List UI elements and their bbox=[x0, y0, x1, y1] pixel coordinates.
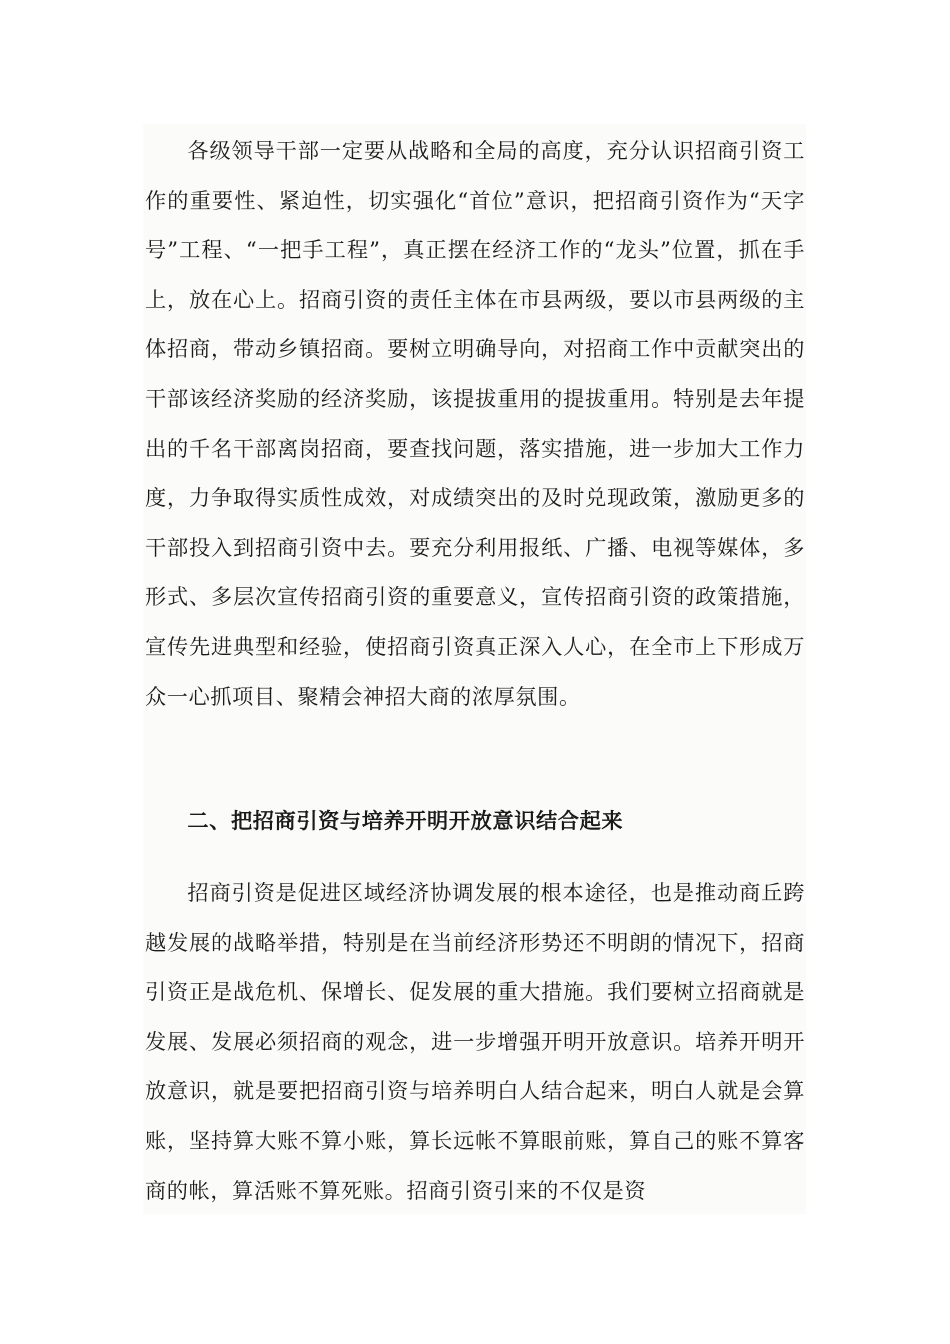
body-paragraph-2: 招商引资是促进区域经济协调发展的根本途径，也是推动商丘跨越发展的战略举措，特别是在当前经济形势还不明朗的情况下，招商引资正是战危机、保增长、促发展的重大措施。我们要树立招商就是发展、发展必须招商的观念，进一步增强开明开放意识。培养开明开放意识，就是要把招商引资与培养明白人结合起来，明白人就是会算账，坚持算大账不算小账，算长远帐不算眼前账，算自己的账不算客商的帐，算活账不算死账。招商引资引来的不仅是资 bbox=[145, 880, 805, 1203]
body-paragraph-1: 各级领导干部一定要从战略和全局的高度，充分认识招商引资工作的重要性、紧迫性，切实强化“首位”意识，把招商引资作为“天字号”工程、“一把手工程”，真正摆在经济工作的“龙头”位置，抓在手上，放在心上。招商引资的责任主体在市县两级，要以市县两级的主体招商，带动乡镇招商。要树立明确导向，对招商工作中贡献突出的干部该经济奖励的经济奖励，该提拔重用的提拔重用。特别是去年提出的千名干部离岗招商，要查找问题，落实措施，进一步加大工作力度，力争取得实质性成效，对成绩突出的及时兑现政策，激励更多的干部投入到招商引资中去。要充分利用报纸、广播、电视等媒体，多形式、多层次宣传招商引资的重要意义，宣传招商引资的政策措施，宣传先进典型和经验，使招商引资真正深入人心，在全市上下形成万众一心抓项目、聚精会神招大商的浓厚氛围。 bbox=[145, 138, 805, 709]
page-edge-mark bbox=[806, 585, 816, 609]
section-heading: 二、把招商引资与培养开明开放意识结合起来 bbox=[187, 808, 624, 833]
